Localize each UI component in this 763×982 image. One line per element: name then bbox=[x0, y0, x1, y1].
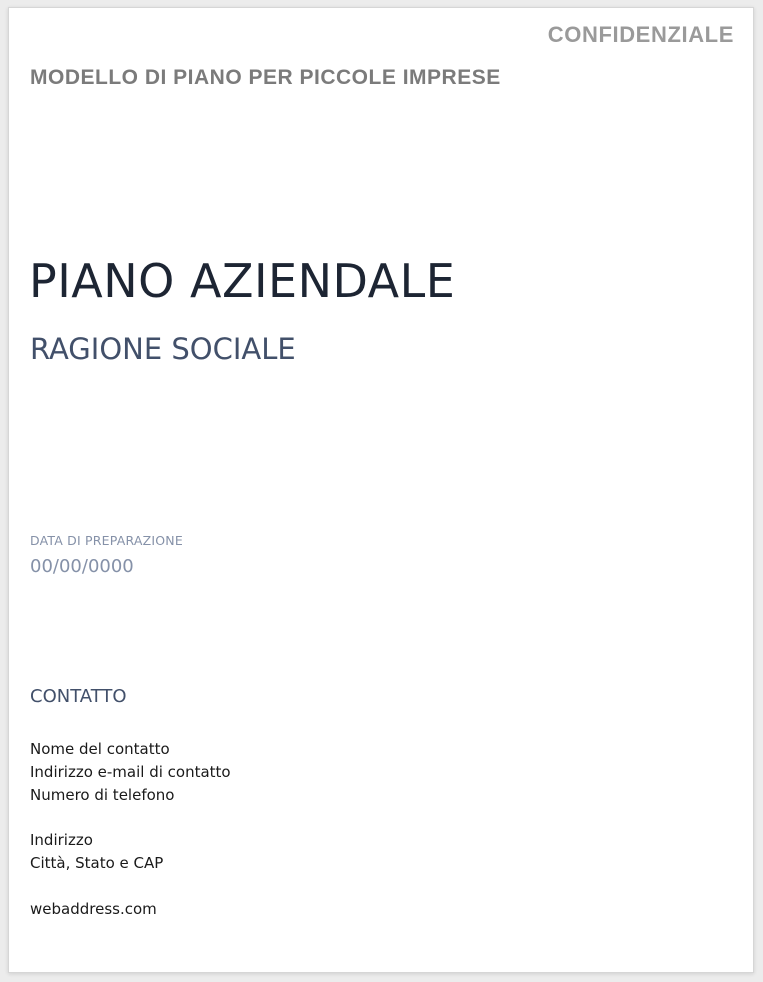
contact-web-address: webaddress.com bbox=[30, 899, 157, 918]
document-subtitle: RAGIONE SOCIALE bbox=[30, 332, 296, 366]
header-title: MODELLO DI PIANO PER PICCOLE IMPRESE bbox=[30, 66, 501, 89]
document-page bbox=[8, 7, 754, 973]
date-value: 00/00/0000 bbox=[30, 556, 134, 577]
contact-address: Indirizzo bbox=[30, 831, 93, 850]
document-title: PIANO AZIENDALE bbox=[29, 254, 456, 308]
contact-details bbox=[30, 738, 231, 920]
confidential-label: CONFIDENZIALE bbox=[547, 22, 734, 47]
spacer bbox=[30, 875, 231, 898]
contact-phone: Numero di telefono bbox=[30, 785, 175, 804]
contact-heading: CONTATTO bbox=[30, 686, 127, 707]
date-label: DATA DI PREPARAZIONE bbox=[30, 533, 183, 548]
contact-city-state-zip: Città, Stato e CAP bbox=[30, 853, 164, 872]
contact-name: Nome del contatto bbox=[30, 740, 170, 758]
spacer bbox=[30, 806, 231, 829]
contact-email: Indirizzo e-mail di contatto bbox=[30, 762, 231, 781]
